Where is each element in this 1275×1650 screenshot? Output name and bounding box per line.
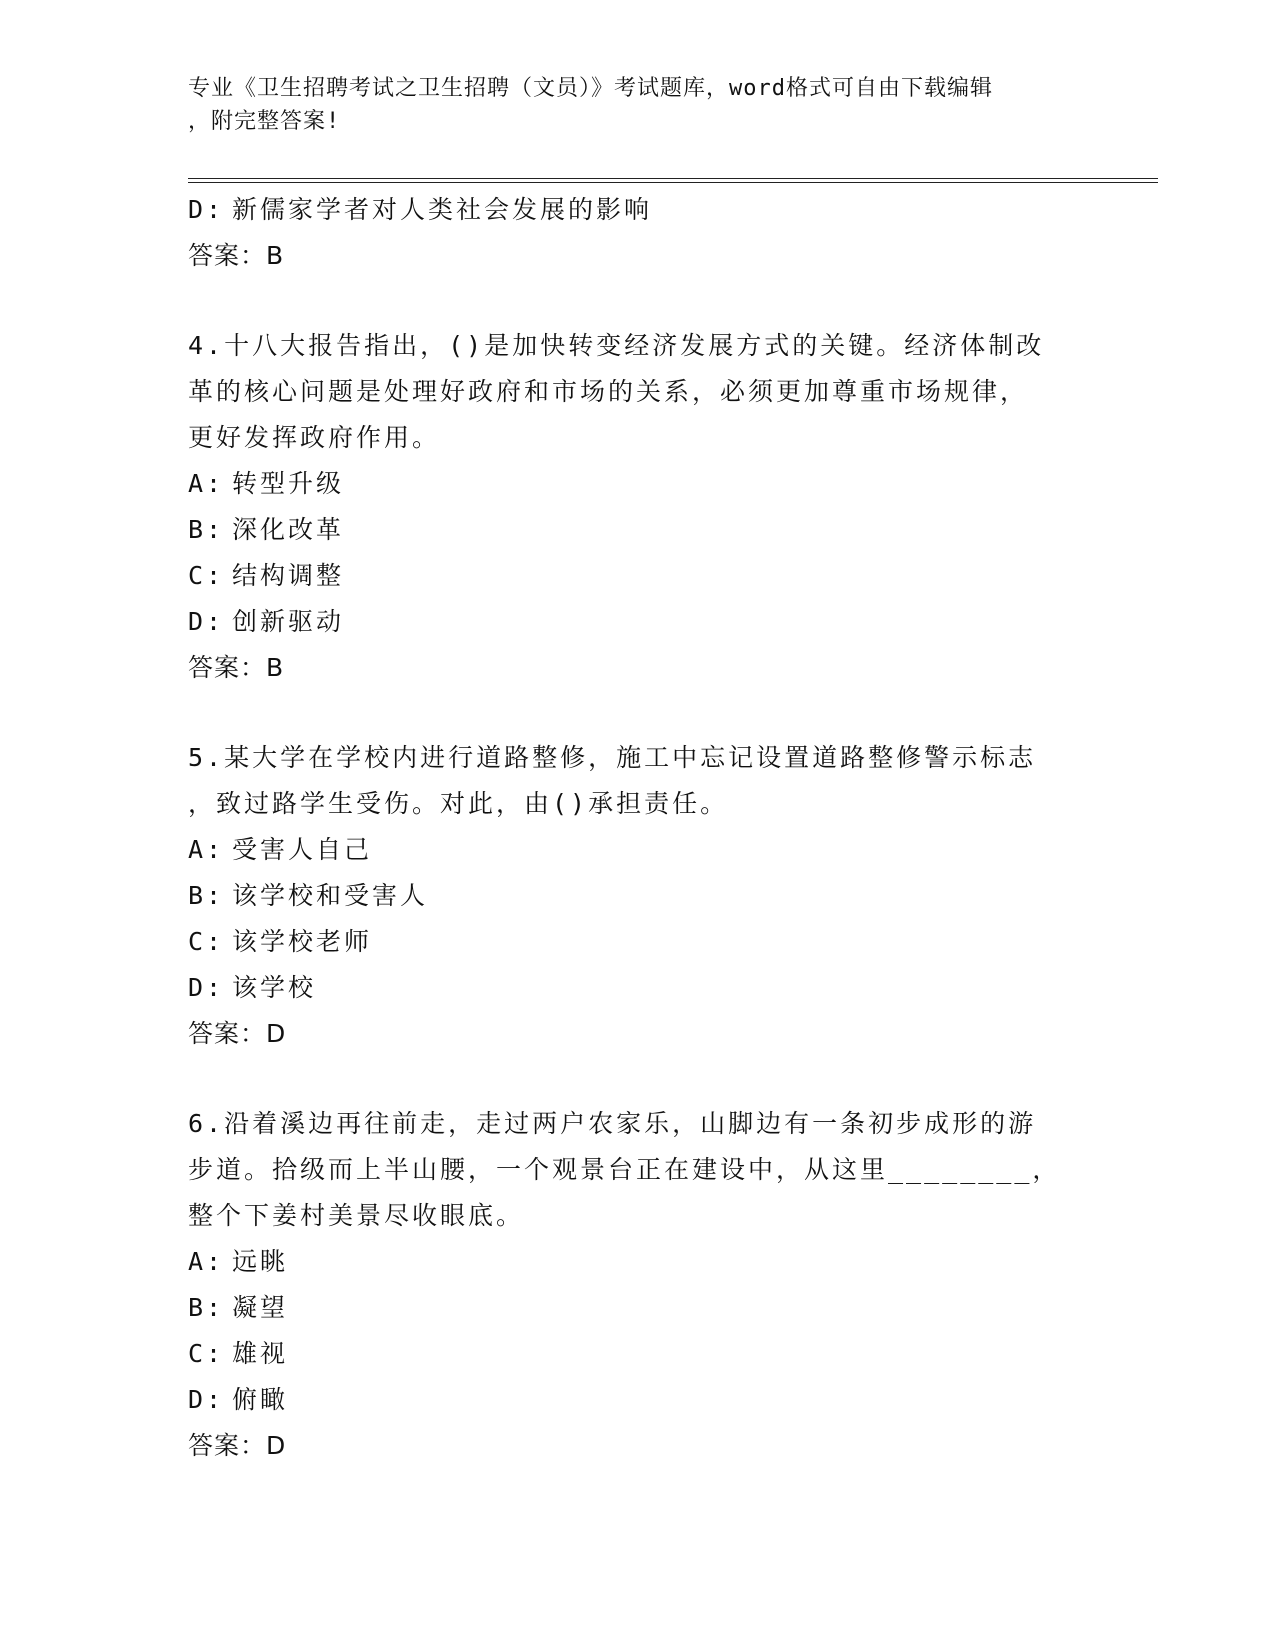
option-text: 凝望 <box>232 1293 289 1322</box>
header-divider <box>188 178 1158 183</box>
question-stem-line: ，致过路学生受伤。对此，由()承担责任。 <box>188 789 729 818</box>
option-d <box>188 1377 1068 1423</box>
option-label: B: <box>188 1293 225 1322</box>
option-text: 转型升级 <box>232 469 345 498</box>
option-text: 雄视 <box>232 1339 289 1368</box>
question-stem-line: 整个下姜村美景尽收眼底。 <box>188 1201 525 1230</box>
option-label: D: <box>188 973 225 1002</box>
option-label: C: <box>188 927 225 956</box>
option-c <box>188 1331 1068 1377</box>
option-b <box>188 507 1068 553</box>
option-label: C: <box>188 561 225 590</box>
question-stem-line: 4.十八大报告指出，()是加快转变经济发展方式的关键。经济体制改 <box>188 331 1045 360</box>
option-b <box>188 1285 1068 1331</box>
option-label: A: <box>188 835 225 864</box>
answer-line: 答案：D <box>188 1431 287 1460</box>
question-list <box>188 187 1068 1469</box>
option-text: 俯瞰 <box>232 1385 289 1414</box>
option-text: 深化改革 <box>232 515 345 544</box>
option-text: 远眺 <box>232 1247 289 1276</box>
option-text: 新儒家学者对人类社会发展的影响 <box>232 195 653 224</box>
option-d <box>188 599 1068 645</box>
header-line-2: ，附完整答案! <box>188 109 341 134</box>
option-label: A: <box>188 469 225 498</box>
option-b <box>188 873 1068 919</box>
question-stem-line: 革的核心问题是处理好政府和市场的关系，必须更加尊重市场规律， <box>188 377 1029 406</box>
question-4 <box>188 323 1068 691</box>
spacer <box>188 691 1068 735</box>
option-text: 创新驱动 <box>232 607 345 636</box>
option-a <box>188 827 1068 873</box>
option-text: 该学校老师 <box>232 927 373 956</box>
option-text: 该学校 <box>232 973 317 1002</box>
option-c <box>188 919 1068 965</box>
spacer <box>188 1057 1068 1101</box>
question-stem-line: 更好发挥政府作用。 <box>188 423 441 452</box>
option-label: B: <box>188 515 225 544</box>
option-a <box>188 1239 1068 1285</box>
option-label: D: <box>188 607 225 636</box>
option-d <box>188 187 1068 233</box>
answer-line: 答案：B <box>188 653 285 682</box>
answer-line: 答案：B <box>188 241 285 270</box>
question-stem-line: 步道。拾级而上半山腰，一个观景台正在建设中，从这里________， <box>188 1155 1061 1184</box>
option-label: A: <box>188 1247 225 1276</box>
option-label: B: <box>188 881 225 910</box>
option-text: 受害人自己 <box>232 835 373 864</box>
header-line-1: 专业《卫生招聘考试之卫生招聘（文员）》考试题库，word格式可自由下载编辑 <box>188 76 993 101</box>
option-c <box>188 553 1068 599</box>
option-a <box>188 461 1068 507</box>
option-text: 该学校和受害人 <box>232 881 429 910</box>
option-label: C: <box>188 1339 225 1368</box>
question-stem-line: 6.沿着溪边再往前走，走过两户农家乐，山脚边有一条初步成形的游 <box>188 1109 1037 1138</box>
option-label: D: <box>188 195 225 224</box>
answer-line: 答案：D <box>188 1019 287 1048</box>
question-6 <box>188 1101 1068 1469</box>
document-header <box>188 72 1068 138</box>
option-label: D: <box>188 1385 225 1414</box>
option-d <box>188 965 1068 1011</box>
option-text: 结构调整 <box>232 561 345 590</box>
spacer <box>188 279 1068 323</box>
question-stem-line: 5.某大学在学校内进行道路整修，施工中忘记设置道路整修警示标志 <box>188 743 1037 772</box>
question-5 <box>188 735 1068 1057</box>
